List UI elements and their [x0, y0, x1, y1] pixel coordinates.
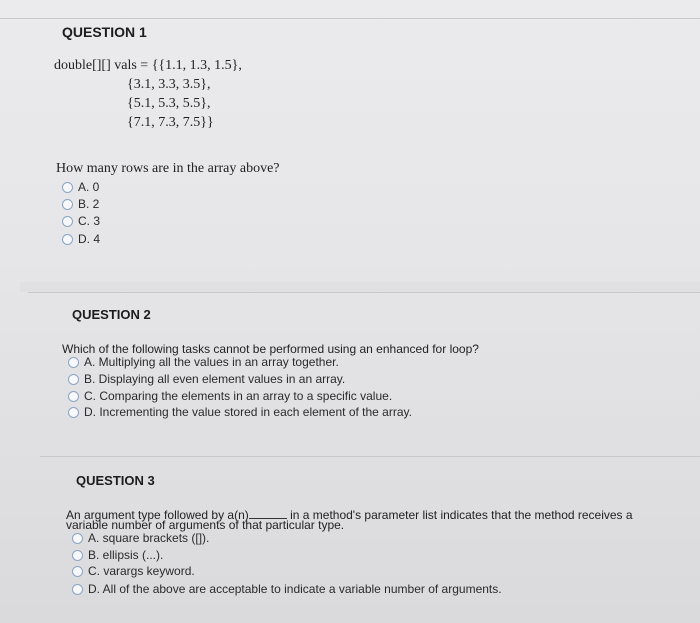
question-1-title: QUESTION 1 [62, 24, 147, 40]
prompt-part-2: in a method's parameter list indicates that the method receives a [286, 508, 633, 522]
q2-option-d[interactable] [68, 405, 412, 419]
radio-button[interactable] [62, 216, 73, 227]
option-label: C. Comparing the elements in an array to a specific value. [84, 389, 393, 403]
radio-button[interactable] [68, 374, 79, 385]
q2-option-a[interactable] [68, 355, 339, 369]
option-label: D. 4 [78, 232, 101, 246]
option-label: A. Multiplying all the values in an array together. [84, 355, 339, 369]
radio-button[interactable] [68, 407, 79, 418]
option-label: A. square brackets ([]). [88, 531, 210, 545]
q3-option-d[interactable] [72, 582, 502, 596]
option-label: B. 2 [78, 197, 100, 211]
q3-option-b[interactable] [72, 548, 163, 562]
q1-option-d[interactable] [62, 232, 100, 246]
radio-button[interactable] [72, 550, 83, 561]
option-label: D. All of the above are acceptable to indicate a variable number of arguments. [88, 582, 502, 596]
radio-button[interactable] [68, 357, 79, 368]
radio-button[interactable] [68, 391, 79, 402]
radio-button[interactable] [62, 182, 73, 193]
q1-option-b[interactable] [62, 197, 99, 211]
separator-band-1 [20, 282, 700, 292]
option-label: B. Displaying all even element values in an array. [84, 372, 346, 386]
separator-1 [28, 292, 700, 293]
radio-button[interactable] [72, 584, 83, 595]
q1-option-c[interactable] [62, 214, 100, 228]
option-label: A. 0 [78, 180, 100, 194]
question-3-prompt-line-2: variable number of arguments of that particular type. [66, 518, 345, 532]
q1-option-a[interactable] [62, 180, 99, 194]
q2-option-c[interactable] [68, 389, 392, 403]
radio-button[interactable] [72, 533, 83, 544]
prompt-part-1: An argument type followed by a(n) [66, 508, 249, 522]
separator-band-2 [20, 446, 700, 456]
q2-option-b[interactable] [68, 372, 345, 386]
q3-option-a[interactable] [72, 531, 209, 545]
code-line-1: double[][] vals = {{1.1, 1.3, 1.5}, [54, 58, 242, 73]
option-label: C. 3 [78, 214, 101, 228]
separator-2 [40, 456, 700, 457]
question-2-title: QUESTION 2 [72, 307, 151, 322]
code-line-2: {3.1, 3.3, 3.5}, [127, 77, 211, 92]
question-2-prompt: Which of the following tasks cannot be performed using an enhanced for loop? [62, 342, 479, 356]
radio-button[interactable] [62, 199, 73, 210]
code-line-4: {7.1, 7.3, 7.5}} [127, 115, 214, 130]
option-label: D. Incrementing the value stored in each element of the array. [84, 405, 412, 419]
radio-button[interactable] [72, 566, 83, 577]
top-separator [0, 18, 700, 19]
code-line-3: {5.1, 5.3, 5.5}, [127, 96, 211, 111]
option-label: C. varargs keyword. [88, 564, 195, 578]
option-label: B. ellipsis (...). [88, 548, 164, 562]
question-3-title: QUESTION 3 [76, 473, 155, 488]
radio-button[interactable] [62, 234, 73, 245]
question-1-prompt: How many rows are in the array above? [56, 161, 280, 176]
q3-option-c[interactable] [72, 564, 195, 578]
